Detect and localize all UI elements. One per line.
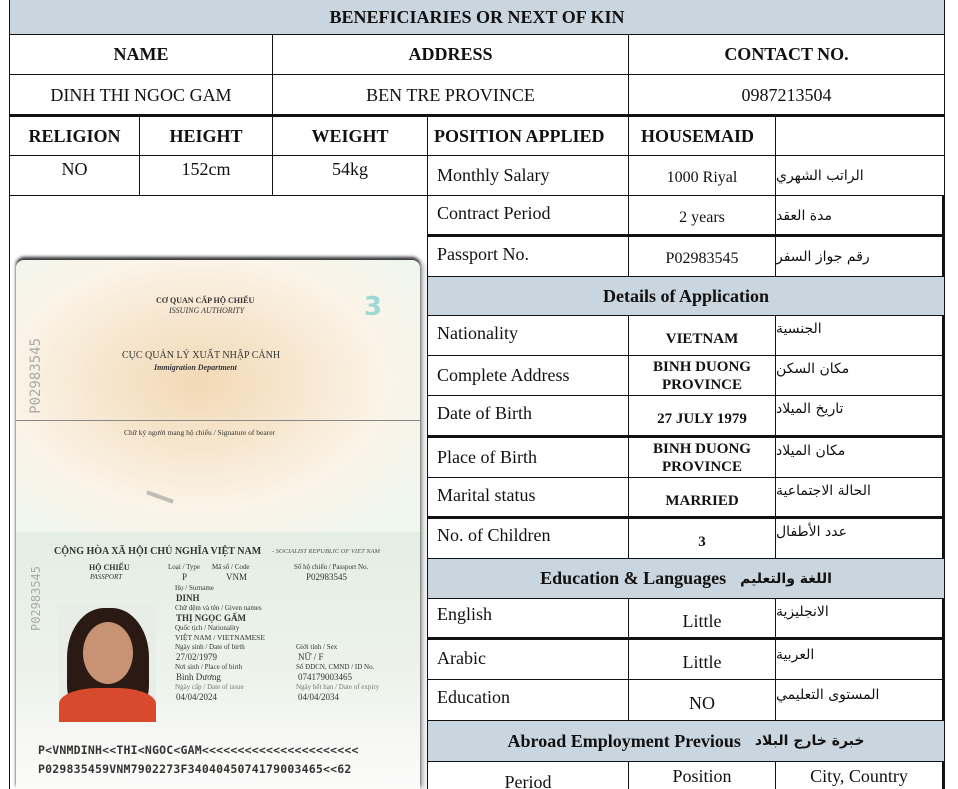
address-arabic: مكان السكن <box>775 355 945 396</box>
passport-no-field-label: Số hộ chiếu / Passport No. <box>294 563 369 571</box>
position-applied-arabic <box>775 116 945 156</box>
nationality-field-value: VIỆT NAM / VIETNAMESE <box>175 633 265 642</box>
sex-label: Giới tính / Sex <box>296 643 338 651</box>
salary-label: Monthly Salary <box>427 155 629 196</box>
passport-scan-image <box>16 260 420 789</box>
beneficiary-name-value: DINH THI NGOC GAM <box>9 74 273 116</box>
english-arabic: الانجليزية <box>775 598 945 639</box>
salary-arabic: الراتب الشهري <box>775 155 945 196</box>
photo-face <box>83 622 133 684</box>
perforated-number: P02983545 <box>28 338 44 414</box>
nationality-label: Nationality <box>427 315 629 356</box>
employment-title-ar: خبرة خارج البلاد <box>754 733 865 749</box>
pob-field-label: Nơi sinh / Place of birth <box>175 663 243 671</box>
pob-arabic: مكان الميلاد <box>775 437 945 478</box>
arabic-lang-value: Little <box>628 639 776 680</box>
signature-label: Chữ ký người mang hộ chiếu / Signature of bearer <box>124 428 276 437</box>
passport-no-field: P02983545 <box>306 572 348 582</box>
photo-shirt <box>59 688 156 722</box>
pob-field-value: Bình Dương <box>176 672 221 682</box>
position-applied-label: POSITION APPLIED <box>427 116 629 156</box>
pob-label: Place of Birth <box>427 437 629 478</box>
education-title-ar: اللغة والتعليم <box>740 570 832 587</box>
employment-section-title <box>427 720 945 762</box>
children-value: 3 <box>628 518 776 559</box>
beneficiaries-title: BENEFICIARIES OR NEXT OF KIN <box>9 0 945 35</box>
id-no-label: Số ĐDCN, CMND / ID No. <box>296 663 375 671</box>
education-section-title <box>427 558 945 599</box>
passport-no-arabic: رقم جواز السفر <box>775 236 945 277</box>
code-label: Mã số / Code <box>212 563 250 571</box>
details-section-title: Details of Application <box>427 276 945 316</box>
mrz-line-2: P029835459VNM7902273F3404045074179003465<<62 <box>38 762 352 776</box>
scan-mark <box>146 490 174 503</box>
signature-line <box>16 420 420 421</box>
contract-period-arabic: مدة العقد <box>775 195 945 236</box>
beneficiary-contact-value: 0987213504 <box>628 74 945 116</box>
arabic-lang-arabic: العربية <box>775 639 945 680</box>
country-header-vn: CỘNG HÒA XÃ HỘI CHỦ NGHĨA VIỆT NAM <box>54 546 262 557</box>
sex-value: NỮ / F <box>298 652 324 662</box>
issue-date-value: 04/04/2024 <box>176 692 218 702</box>
employment-title-en: Abroad Employment Previous <box>507 730 741 751</box>
perforated-number-lower: P02983545 <box>29 566 43 632</box>
education-title-en: Education & Languages <box>540 568 727 588</box>
passport-no-value: P02983545 <box>628 236 776 277</box>
country-header-en: - SOCIALIST REPUBLIC OF VIET NAM <box>272 548 380 555</box>
passport-data-page <box>16 532 420 789</box>
marital-status-label: Marital status <box>427 477 629 518</box>
beneficiary-address-value: BEN TRE PROVINCE <box>272 74 629 116</box>
given-names-value: THỊ NGỌC GẤM <box>176 613 247 623</box>
height-value: 152cm <box>139 155 273 196</box>
address-value: BINH DUONG PROVINCE <box>628 355 776 396</box>
marital-status-arabic: الحالة الاجتماعية <box>775 477 945 518</box>
position-applied-value: HOUSEMAID <box>628 116 776 156</box>
dob-field-value: 27/02/1979 <box>176 652 218 662</box>
issuing-authority-en: ISSUING AUTHORITY <box>169 306 245 315</box>
passport-observation-page <box>16 260 420 532</box>
type-label: Loại / Type <box>168 563 201 571</box>
given-names-label: Chữ đệm và tên / Given names <box>175 604 262 612</box>
code-value: VNM <box>226 572 248 582</box>
dob-value: 27 JULY 1979 <box>628 395 776 437</box>
salary-value: 1000 Riyal <box>628 155 776 196</box>
position-header: Position <box>628 761 776 789</box>
doc-type-en: PASSPORT <box>90 573 123 581</box>
contract-period-value: 2 years <box>628 195 776 236</box>
dob-field-label: Ngày sinh / Date of birth <box>175 643 245 651</box>
beneficiary-address-header: ADDRESS <box>272 34 629 75</box>
surname-label: Họ / Surname <box>175 584 214 592</box>
doc-type-vn: HỘ CHIẾU <box>89 563 130 572</box>
period-header: Period <box>427 761 629 789</box>
beneficiary-name-header: NAME <box>9 34 273 75</box>
education-level-arabic: المستوى التعليمي <box>775 679 945 721</box>
department-vn: CỤC QUẢN LÝ XUẤT NHẬP CẢNH <box>122 350 281 361</box>
nationality-field-label: Quốc tịch / Nationality <box>175 624 240 632</box>
issuing-authority-vn: CƠ QUAN CẤP HỘ CHIẾU <box>156 296 255 305</box>
dob-arabic: تاريخ الميلاد <box>775 395 945 437</box>
education-level-label: Education <box>427 679 629 721</box>
arabic-lang-label: Arabic <box>427 639 629 680</box>
education-level-value: NO <box>628 679 776 721</box>
weight-header: WEIGHT <box>272 116 428 156</box>
marital-status-value: MARRIED <box>628 477 776 518</box>
surname-value: DINH <box>176 593 200 603</box>
height-header: HEIGHT <box>139 116 273 156</box>
contract-period-label: Contract Period <box>427 195 629 236</box>
type-value: P <box>182 572 188 582</box>
page-number: 3 <box>363 292 382 322</box>
passport-no-label: Passport No. <box>427 236 629 277</box>
holder-photo <box>59 604 156 722</box>
pob-value: BINH DUONG PROVINCE <box>628 437 776 478</box>
nationality-value: VIETNAM <box>628 315 776 356</box>
city-country-header: City, Country <box>775 761 945 789</box>
mrz-line-1: P<VNMDINH<<THI<NGOC<GAM<<<<<<<<<<<<<<<<<<<<<< <box>38 743 359 757</box>
application-form <box>9 0 945 789</box>
issue-date-label: Ngày cấp / Date of issue <box>175 683 244 691</box>
id-no-value: 074179003465 <box>298 672 352 682</box>
address-label: Complete Address <box>427 355 629 396</box>
weight-value: 54kg <box>272 155 428 196</box>
nationality-arabic: الجنسية <box>775 315 945 356</box>
dob-label: Date of Birth <box>427 395 629 437</box>
expiry-date-label: Ngày hết hạn / Date of expiry <box>296 683 380 691</box>
department-en: Immigration Department <box>154 363 237 372</box>
expiry-date-value: 04/04/2034 <box>298 692 340 702</box>
children-arabic: عدد الأطفال <box>775 518 945 559</box>
religion-header: RELIGION <box>9 116 140 156</box>
english-value: Little <box>628 598 776 639</box>
beneficiary-contact-header: CONTACT NO. <box>628 34 945 75</box>
religion-value: NO <box>9 155 140 196</box>
children-label: No. of Children <box>427 518 629 559</box>
english-label: English <box>427 598 629 639</box>
